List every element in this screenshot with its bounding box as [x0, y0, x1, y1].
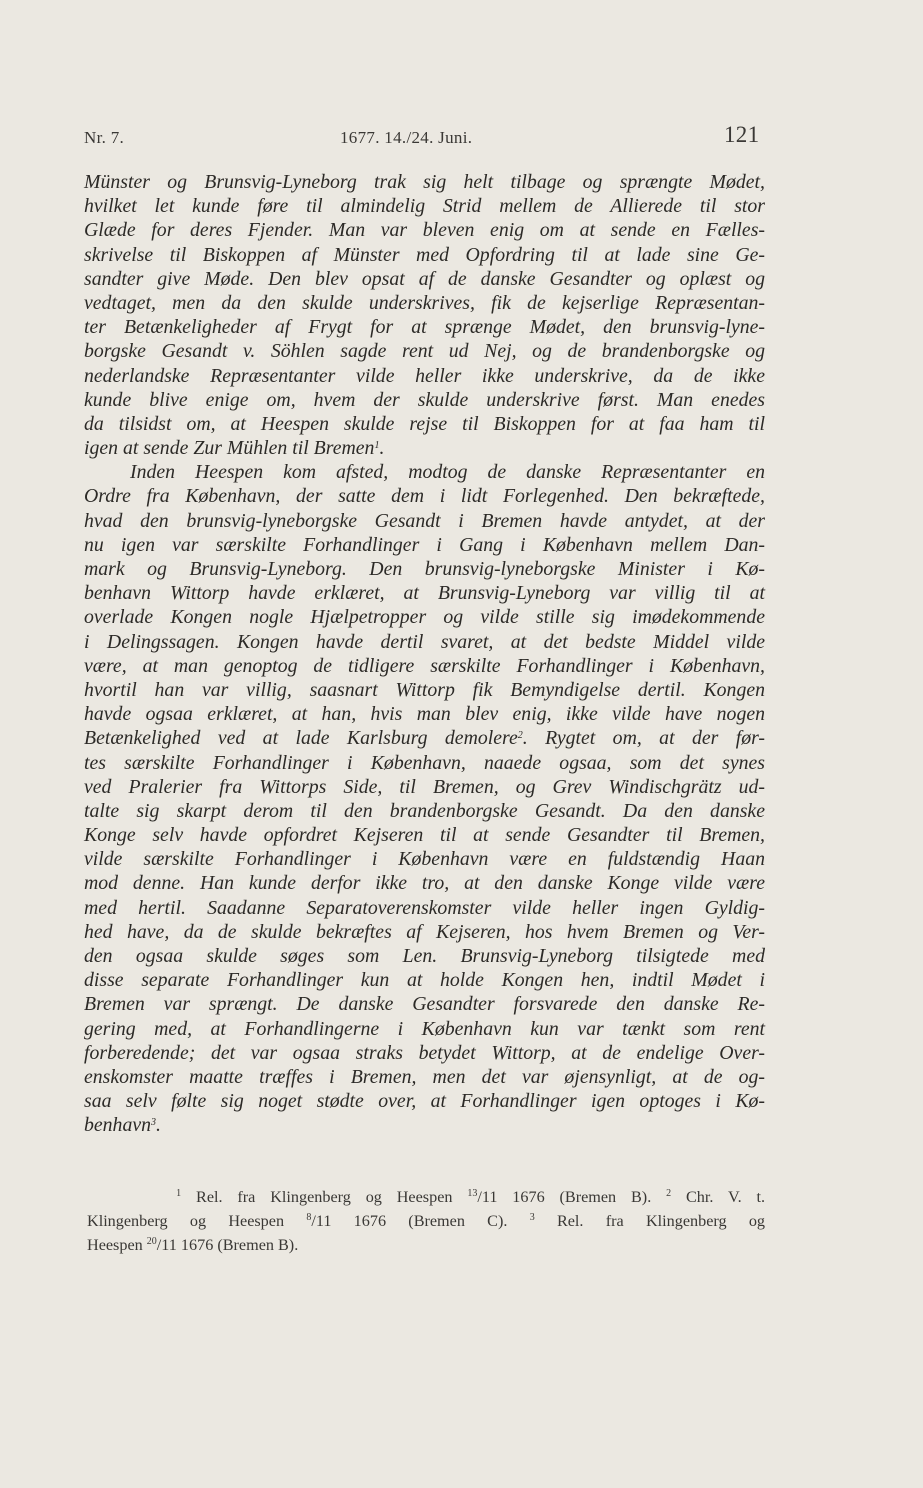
text-line: vilde særskilte Forhandlinger i København være en fuldstændig Haan	[84, 848, 765, 871]
line-text: igen at sende Zur Mühlen til Bremen	[84, 437, 375, 460]
footnote-text: Heespen	[87, 1236, 143, 1255]
text-line: enskomster maatte træffes i Bremen, men det var øjensynligt, at de og-	[84, 1065, 765, 1088]
text-line: vedtaget, men da den skulde underskrives, fik de kejserlige Repræsentan-	[84, 291, 765, 314]
text-line: overlade Kongen nogle Hjælpetropper og vilde stille sig imødekommende	[84, 606, 765, 629]
page-number: 121	[724, 122, 760, 147]
footnote-ref: 3	[151, 1117, 157, 1129]
text-line: Konge selv havde opfordret Kejseren til at sende Gesandter til Bremen,	[84, 824, 765, 847]
footnote-ref: 2	[517, 730, 523, 742]
date-superscript: 13	[467, 1188, 478, 1199]
text-line: Inden Heespen kom afsted, modtog de danske Repræsentanter en	[130, 461, 765, 484]
text-line: hvortil han var villig, saasnart Wittorp fik Bemyndigelse dertil. Kongen	[84, 678, 765, 701]
text-line: Bremen var sprængt. De danske Gesandter forsvarede den danske Re-	[84, 993, 765, 1016]
footnote-text: Klingenberg og Heespen	[87, 1212, 285, 1231]
text-line: ved Pralerier fra Wittorps Side, til Bremen, og Grev Windischgrätz ud-	[84, 775, 765, 798]
chapter-number: Nr. 7.	[84, 128, 125, 147]
text-line: den ogsaa skulde søges som Len. Brunsvig-Lyneborg tilsigtede med	[84, 945, 765, 967]
line-text: Betænkelighed ved at lade Karlsburg demolere	[84, 727, 518, 750]
text-line: kunde blive enige om, hvem der skulde underskrive først. Man enedes	[84, 388, 765, 411]
text-line: disse separate Forhandlinger kun at holde Kongen hen, indtil Mødet i	[84, 969, 765, 992]
text-line: havde ogsaa erklæret, at han, hvis man blev enig, ikke vilde have nogen	[84, 703, 765, 726]
footnote-marker: 1	[176, 1188, 182, 1199]
footnote-marker: 2	[666, 1188, 672, 1199]
text-line: saa selv følte sig noget stødte over, at Forhandlinger igen optoges i Kø-	[84, 1090, 765, 1113]
footnote-line	[87, 1186, 765, 1210]
date-text: /11 1676 (Bremen B).	[156, 1236, 299, 1255]
text-line: nu igen var særskilte Forhandlinger i Gang i København mellem Dan-	[84, 533, 765, 556]
text-line: hed have, da de skulde bekræftes af Kejseren, hos hvem Bremen og Ver-	[84, 920, 765, 943]
text-line: med hertil. Saadanne Separatoverenskomster vilde heller ingen Gyldig-	[84, 896, 765, 919]
text-line	[84, 1113, 765, 1137]
text-line: nederlandske Repræsentanter vilde heller ikke underskrive, da de ikke	[84, 364, 765, 387]
text-line: gering med, at Forhandlingerne i København kun var tænkt som rent	[84, 1017, 765, 1040]
text-line: være, at man genoptog de tidligere særskilte Forhandlinger i København,	[84, 654, 765, 677]
text-line: mark og Brunsvig-Lyneborg. Den brunsvig-lyneborgske Minister i Kø-	[84, 558, 765, 580]
line-punct: .	[156, 1114, 161, 1137]
text-line: ter Betænkeligheder af Frygt for at sprænge Mødet, den brunsvig-lyne-	[84, 316, 765, 339]
text-line: Glæde for deres Fjender. Man var bleven enig om at sende en Fælles-	[84, 219, 765, 242]
footnote-line	[87, 1234, 765, 1258]
text-line: hvilket let kunde føre til almindelig Strid mellem de Allierede til stor	[84, 195, 765, 218]
footnote-marker: 3	[529, 1212, 535, 1224]
body-text	[84, 170, 765, 1138]
footnote-text: Chr. V. t.	[685, 1188, 766, 1206]
text-line: i Delingssagen. Kongen havde dertil svaret, at det bedste Middel vilde	[84, 630, 765, 653]
text-line: benhavn Wittorp havde erklæret, at Brunsvig-Lyneborg var villig til at	[84, 582, 765, 605]
text-line: tes særskilte Forhandlinger i København, naaede ogsaa, som det synes	[84, 751, 765, 774]
text-line: Münster og Brunsvig-Lyneborg trak sig helt tilbage og sprængte Mødet,	[84, 171, 765, 193]
footnote-ref: 1	[374, 440, 380, 452]
date-superscript: 8	[306, 1212, 312, 1224]
text-line: skrivelse til Biskoppen af Münster med Opfordring til at lade sine Ge-	[84, 243, 765, 266]
text-line: forberedende; det var ogsaa straks betydet Wittorp, at de endelige Over-	[84, 1041, 765, 1064]
date-superscript: 20	[146, 1236, 157, 1248]
date-text: /11 1676 (Bremen B).	[477, 1188, 652, 1206]
text-line: sandter give Møde. Den blev opsat af de danske Gesandter og oplæst og	[84, 267, 765, 290]
line-punct: .	[379, 437, 385, 460]
line-text: benhavn	[84, 1114, 152, 1137]
text-line: talte sig skarpt derom til den brandenborgske Gesandt. Da den danske	[84, 799, 765, 822]
text-line	[84, 726, 765, 750]
line-text: . Rygtet om, at der før-	[522, 727, 765, 750]
text-line: mod denne. Han kunde derfor ikke tro, at den danske Konge vilde være	[84, 872, 765, 895]
footnote-text: Rel. fra Klingenberg og Heespen	[196, 1188, 453, 1206]
footnote-line	[87, 1210, 765, 1234]
running-date-header: 1677. 14./24. Juni.	[340, 128, 473, 147]
date-text: /11 1676 (Bremen C).	[311, 1212, 508, 1231]
text-line	[84, 436, 765, 460]
text-line: Ordre fra København, der satte dem i lidt Forlegenhed. Den bekræftede,	[84, 485, 765, 508]
footnotes	[87, 1186, 765, 1259]
footnote-text: Rel. fra Klingenberg og	[556, 1212, 766, 1231]
text-line: borgske Gesandt v. Söhlen sagde rent ud Nej, og de brandenborgske og	[84, 340, 765, 363]
text-line: hvad den brunsvig-lyneborgske Gesandt i Bremen havde antydet, at der	[84, 509, 765, 532]
text-line: da tilsidst om, at Heespen skulde rejse til Biskoppen for at faa ham til	[84, 412, 765, 435]
